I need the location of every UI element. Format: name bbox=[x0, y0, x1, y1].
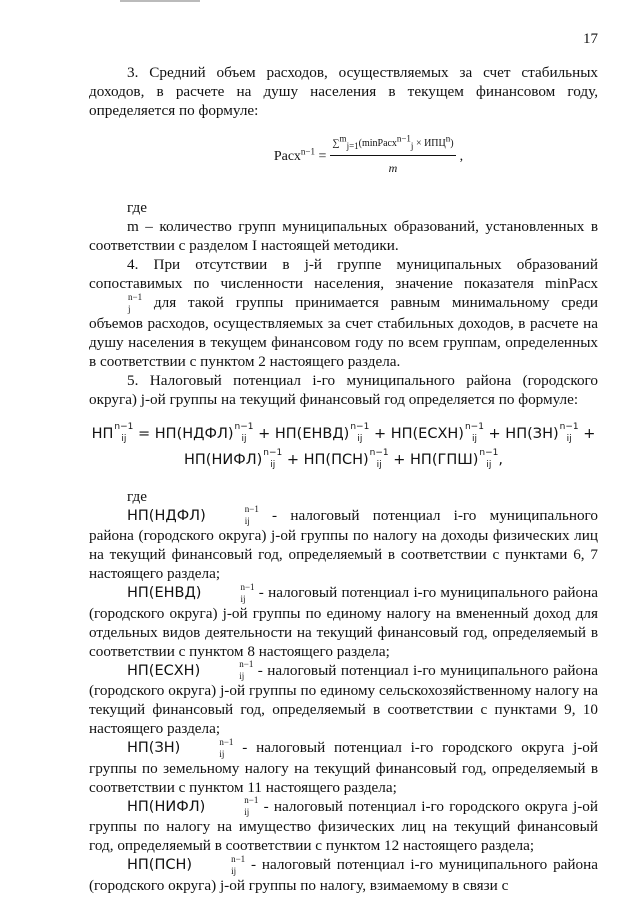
formula1-fraction bbox=[330, 134, 455, 178]
paragraph-4: 4. При отсутствии в j-й группе муниципальных образований сопоставимых по численности населения, значение показателя minРасх n−1 j для такой группы принимается равным минимальному среди объемов расходов, осуществляемых за счет стабильных доходов, в расчете на душу населения в текущем финансовом году по всем группам, определенных в соответствии с пунктом 2 настоящего раздела. bbox=[89, 256, 598, 370]
formula1-numerator: ∑$^m_{j=1}$(minРасх$^{n-1}_j$ × $ИПЦ^n$) bbox=[330, 134, 455, 156]
definition-eshn: НП(ЕСХН) n−1 ij - налоговый потенциал i-го муниципального района (городского округа) j-ой группы по единому сельскохозяйственному налогу на текущий финансовый год, определяемый в соответствии с пунктами 9, 10 настоящего раздела; bbox=[89, 659, 598, 738]
page-number: 17 bbox=[583, 31, 598, 47]
definition-ndfl: НП(НДФЛ) n−1 ij - налоговый потенциал i-го муниципального района (городского округа) j-ой группы по налогу на доходы физических лиц на текущий финансовый год, определяемый в соответствии с пунктами 6, 7 настоящего раздела; bbox=[89, 504, 598, 583]
definition-zn: НП(ЗН) n−1 ij - налоговый потенциал i-го городского округа j-ой группы по земельному налогу на текущий финансовый год, определяемый в соответствии с пунктом 11 настоящего раздела; bbox=[89, 736, 598, 796]
definition-psn: НП(ПСН) n−1 ij - налоговый потенциал i-го муниципального района (городского округа) j-ой группы по налогу, взимаемому в связи с bbox=[89, 853, 598, 894]
scan-edge-mark bbox=[120, 0, 200, 2]
where-label-2: где bbox=[127, 487, 147, 505]
formula2-line2: НП(НИФЛ) n−1 ij + НП(ПСН) n−1 ij + НП(ГПШ) n−1 ij , bbox=[184, 447, 503, 470]
definition-nifl: НП(НИФЛ) n−1 ij - налоговый потенциал i-го городского округа j-ой группы по налогу на имущество физических лиц на текущий финансовый год, определяемый в соответствии с пунктом 12 настоящего раздела; bbox=[89, 795, 598, 855]
paragraph-3: 3. Средний объем расходов, осуществляемых за счет стабильных доходов, в расчете на душу населения в текущем финансовом году, определяется по формуле: bbox=[89, 64, 598, 119]
m-definition: m – количество групп муниципальных образований, установленных в соответствии с разделом I настоящей методики. bbox=[89, 218, 598, 254]
paragraph-5: 5. Налоговый потенциал i-го муниципального района (городского округа) j-ой группы на текущий финансовый год определяется по формуле: bbox=[89, 371, 598, 408]
page-content bbox=[89, 63, 598, 895]
definition-envd: НП(ЕНВД) n−1 ij - налоговый потенциал i-го муниципального района (городского округа) j-ой группы по единому налогу на вмененный доход для отдельных видов деятельности на текущий финансовый год, определяемый в соответствии с пунктом 8 настоящего раздела; bbox=[89, 581, 598, 660]
formula-average-expenses: Расх$^{n-1}$ = $\frac{\sum^m_{j=1}(\min Расх^{n-1}_j \times ИПЦ^n)}{m}$ , bbox=[139, 134, 598, 178]
formula-tax-potential bbox=[89, 421, 598, 473]
where-label-1: где bbox=[127, 199, 147, 216]
formula1-lhs: Расх$^{n-1}$ = bbox=[273, 145, 327, 164]
formula1-denominator: m bbox=[388, 161, 398, 175]
formula2-line1: НП n−1 ij = НП(НДФЛ) n−1 ij + НП(ЕНВД) n−1 ij + НП(ЕСХН) n−1 ij + НП(ЗН) n−1 ij + bbox=[91, 421, 596, 444]
